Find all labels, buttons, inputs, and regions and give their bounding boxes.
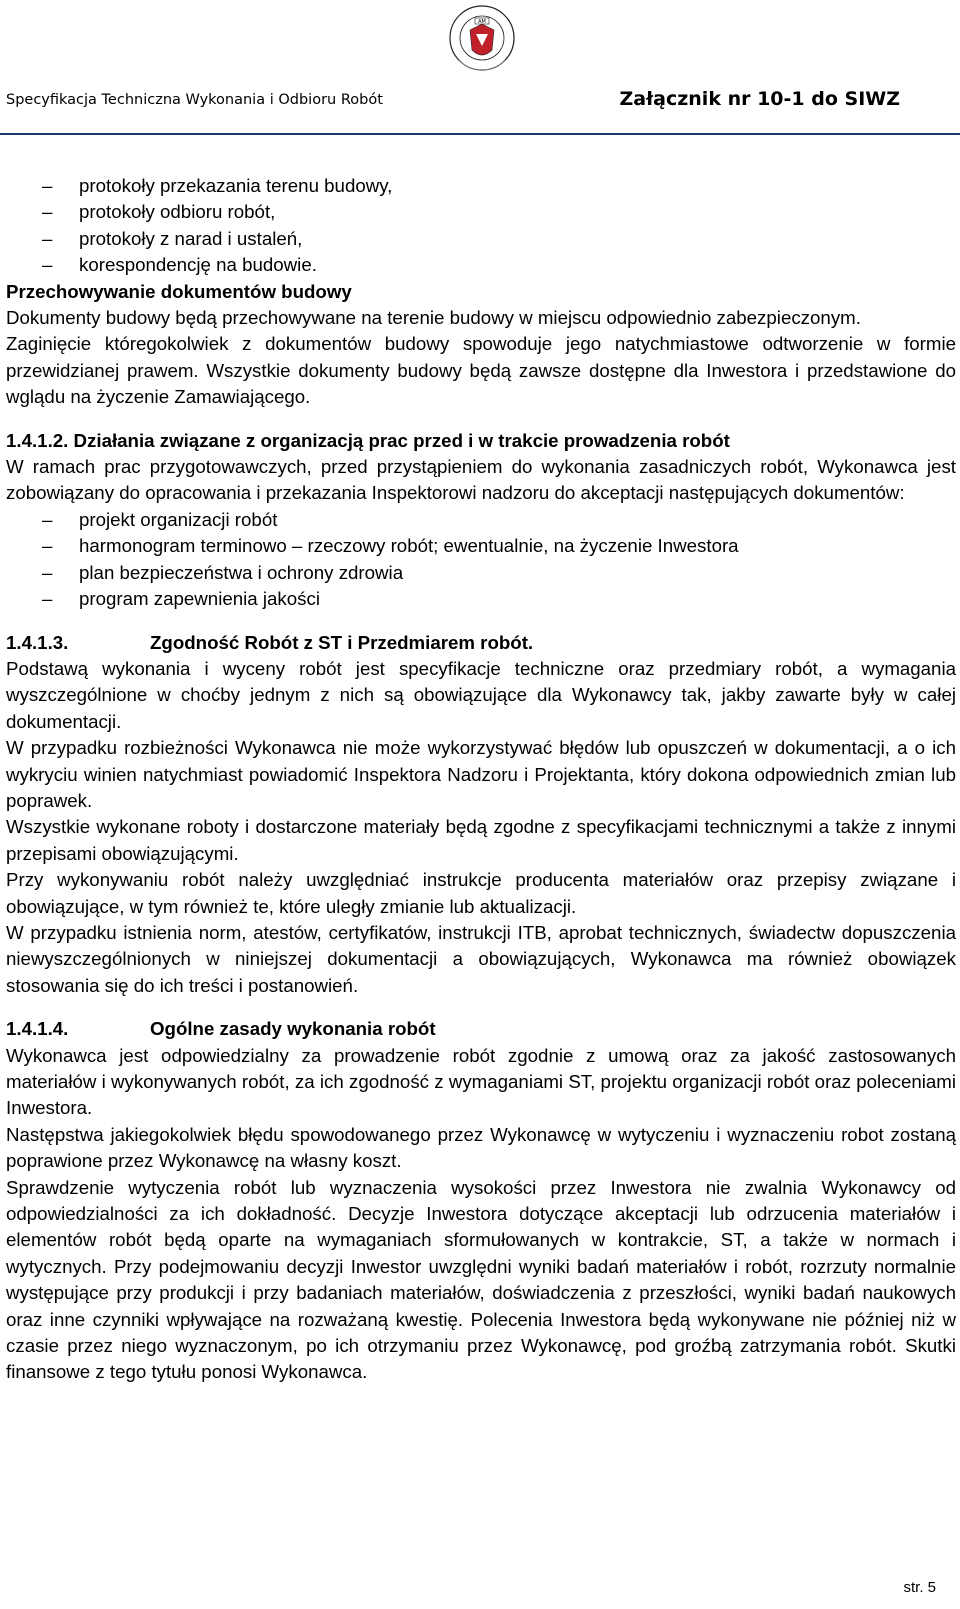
list-item: – protokoły odbioru robót,: [6, 199, 956, 225]
storage-heading: Przechowywanie dokumentów budowy: [6, 280, 352, 302]
list-item: – projekt organizacji robót: [6, 507, 956, 533]
paragraph: W ramach prac przygotowawczych, przed przystąpieniem do wykonania zasadniczych robót, Wykonawca jest zobowiązany do opracowania i przekazania Inspektorowi nadzoru do akceptacji następujących dokumentów:: [6, 456, 956, 504]
list-item: – plan bezpieczeństwa i ochrony zdrowia: [6, 560, 956, 586]
section-1413-heading: [6, 630, 956, 656]
section-number: 1.4.1.4.: [6, 1018, 69, 1040]
paragraph: Zaginięcie któregokolwiek z dokumentów budowy spowoduje jego natychmiastowe odtworzenie w formie przewidzianej prawem. Wszystkie dokumenty budowy będą zawsze dostępne dla Inwestora i przedstawione do wglądu na życzenie Zamawiającego.: [6, 333, 956, 408]
dash-bullet-icon: –: [42, 175, 53, 196]
dash-bullet-icon: –: [42, 561, 53, 583]
dash-bullet-icon: –: [42, 588, 53, 610]
list-item: – protokoły z narad i ustaleń,: [6, 226, 956, 252]
akademia-morska-logo: [448, 0, 516, 82]
required-documents-list: [6, 507, 956, 613]
paragraph: Wszystkie wykonane roboty i dostarczone materiały będą zgodne z specyfikacjami technicznymi a także z innymi przepisami obowiązującymi.: [6, 816, 956, 864]
page-header: [0, 0, 960, 138]
document-title: Specyfikacja Techniczna Wykonania i Odbioru Robót: [6, 92, 383, 108]
paragraph: W przypadku istnienia norm, atestów, certyfikatów, instrukcji ITB, aprobat technicznych, świadectw dopuszczenia niewyszczególnionych w niniejszej dokumentacji a obowiązujących, Wykonawca ma również obowiązek stosowania się do ich treści i postanowień.: [6, 921, 956, 996]
list-item: – harmonogram terminowo – rzeczowy robót; ewentualnie, na życzenie Inwestora: [6, 533, 956, 559]
paragraph: Następstwa jakiegokolwiek błędu spowodowanego przez Wykonawcę w wytyczeniu i wyznaczeniu robot zostaną poprawione przez Wykonawcę na własny koszt.: [6, 1123, 956, 1172]
section-1412-heading: 1.4.1.2. Działania związane z organizacją prac przed i w trakcie prowadzenia robót: [6, 429, 730, 451]
dash-bullet-icon: –: [42, 535, 53, 557]
list-item: – protokoły przekazania terenu budowy,: [6, 173, 956, 199]
list-item: – korespondencję na budowie.: [6, 252, 956, 278]
paragraph: W przypadku rozbieżności Wykonawca nie może wykorzystywać błędów lub opuszczeń w dokumentacji, a o ich wykryciu winien natychmiast powiadomić Inspektora Nadzoru i Projektanta, który dokona odpowiednich zmian lub poprawek.: [6, 737, 956, 811]
section-title: Zgodność Robót z ST i Przedmiarem robót.: [150, 631, 534, 653]
dash-bullet-icon: –: [42, 201, 53, 223]
section-title: Ogólne zasady wykonania robót: [150, 1018, 436, 1040]
document-body: [6, 173, 956, 1386]
page-number: str. 5: [903, 1579, 936, 1596]
section-number: 1.4.1.3.: [6, 631, 69, 653]
dash-bullet-icon: –: [42, 508, 53, 530]
header-rule: [0, 133, 960, 135]
list-item: – program zapewnienia jakości: [6, 586, 956, 612]
dash-bullet-icon: –: [42, 254, 53, 276]
documents-list: [6, 173, 956, 279]
section-1414-heading: [6, 1016, 956, 1042]
paragraph: Sprawdzenie wytyczenia robót lub wyznaczenia wysokości przez Inwestora nie zwalnia Wykonawcy od odpowiedzialności za ich dokładność. Decyzje Inwestora dotyczące akceptacji lub odrzucenia materiałów i elementów robót będą oparte na wymaganiach sformułowanych w kontrakcie, ST, a także w normach i wytycznych. Przy podejmowaniu decyzji Inwestor uwzględni wyniki badań materiałów i robót, rozrzuty normalnie występujące przy produkcji i przy badaniach materiałów, doświadczenia z przeszłości, wyniki badań naukowych oraz inne czynniki wpływające na rozważaną kwestię. Polecenia Inwestora będą wykonywane nie później niż w czasie przez niego wyznaczonym, po ich otrzymaniu przez Wykonawcę, pod groźbą zatrzymania robót. Skutki finansowe z tego tytułu ponosi Wykonawca.: [6, 1176, 956, 1383]
attachment-label: Załącznik nr 10-1 do SIWZ: [619, 88, 900, 110]
paragraph: Podstawą wykonania i wyceny robót jest specyfikacje techniczne oraz przedmiary robót, a wymagania wyszczególnione w choćby jednym z nich są obowiązujące dla Wykonawcy tak, jakby zawarte były w całej dokumentacji.: [6, 657, 956, 732]
dash-bullet-icon: –: [42, 227, 53, 249]
paragraph: Przy wykonywaniu robót należy uwzględniać instrukcje producenta materiałów oraz przepisy związane i obowiązujące, w tym również te, które uległy zmianie lub aktualizacji.: [6, 869, 956, 917]
logo-monogram: AM: [478, 19, 486, 25]
paragraph: Dokumenty budowy będą przechowywane na terenie budowy w miejscu odpowiednio zabezpieczonym.: [6, 307, 861, 329]
paragraph: Wykonawca jest odpowiedzialny za prowadzenie robót zgodnie z umową oraz za jakość zastosowanych materiałów i wykonywanych robót, za ich zgodność z wymaganiami ST, projektu organizacji robót oraz poleceniami Inwestora.: [6, 1044, 956, 1119]
